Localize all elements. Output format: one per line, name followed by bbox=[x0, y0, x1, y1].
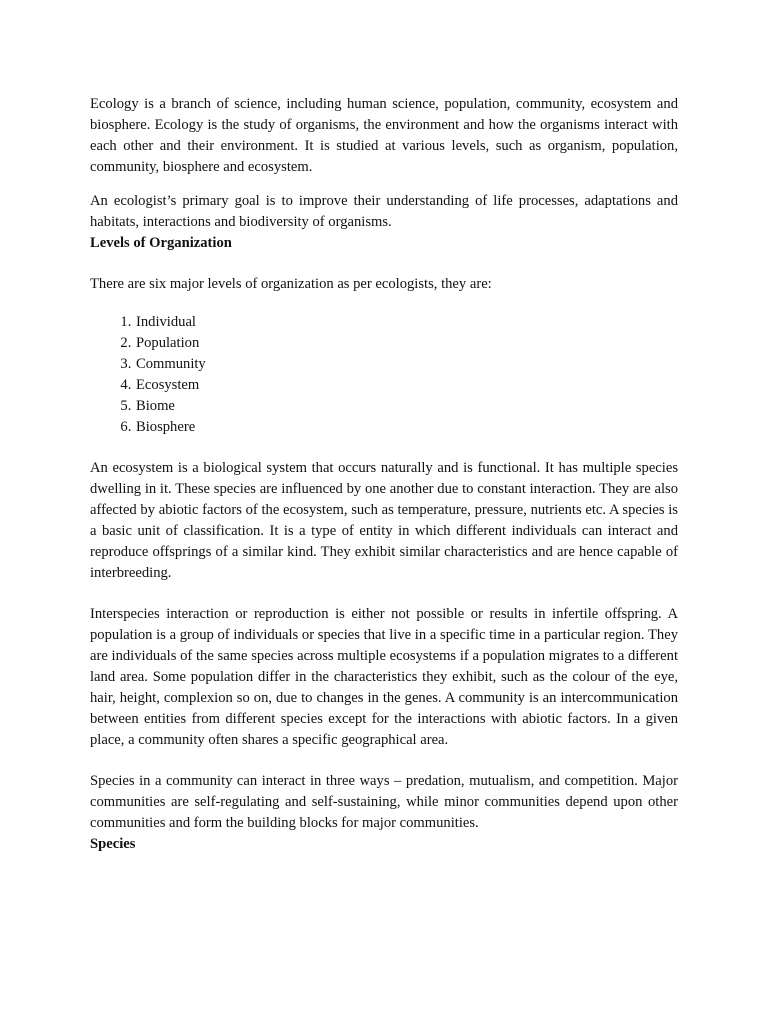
list-item: 4. Ecosystem bbox=[135, 375, 678, 396]
population-paragraph: Interspecies interaction or reproduction is either not possible or results in infertile offspring. A population is a group of individuals or species that live in a specific time in a particular region. They are individuals of the same species across multiple ecosystems if a population migrates to a different land area. Some population differ in the characteristics they exhibit, such as the colour of the eye, hair, height, complexion so on, due to changes in the genes. A community is an intercommunication between entities from different species except for the interactions with abiotic factors. In a given place, a community often shares a specific geographical area. bbox=[90, 606, 678, 748]
community-paragraph: Species in a community can interact in three ways – predation, mutualism, and competition. Major communities are self-regulating and self-sustaining, while minor communities depend upon other communities and form the building blocks for major communities. bbox=[90, 773, 678, 831]
intro-paragraph: Ecology is a branch of science, including human science, population, community, ecosystem and biosphere. Ecology is the study of organisms, the environment and how the organisms interact with each other and their environment. It is studied at various levels, such as organism, population, community, biosphere and ecosystem. bbox=[90, 96, 678, 175]
list-item: 3. Community bbox=[135, 354, 678, 375]
list-item: 1. Individual bbox=[135, 312, 678, 333]
ecologist-goal-paragraph: An ecologist’s primary goal is to improve their understanding of life processes, adaptations and habitats, interactions and biodiversity of organisms. bbox=[90, 193, 678, 230]
levels-intro-paragraph: There are six major levels of organization as per ecologists, they are: bbox=[90, 276, 492, 292]
list-item: 2. Population bbox=[135, 333, 678, 354]
levels-list bbox=[90, 312, 678, 438]
ecosystem-paragraph: An ecosystem is a biological system that occurs naturally and is functional. It has multiple species dwelling in it. These species are influenced by one another due to constant interaction. They are also affected by abiotic factors of the ecosystem, such as temperature, pressure, nutrients etc. A species is a basic unit of classification. It is a type of entity in which different individuals can interact and reproduce offsprings of a similar kind. They exhibit similar characteristics and are hence capable of interbreeding. bbox=[90, 460, 678, 581]
levels-heading: Levels of Organization bbox=[90, 235, 232, 251]
list-item: 6. Biosphere bbox=[135, 417, 678, 438]
document-page bbox=[90, 94, 678, 855]
list-item: 5. Biome bbox=[135, 396, 678, 417]
species-heading: Species bbox=[90, 836, 136, 852]
